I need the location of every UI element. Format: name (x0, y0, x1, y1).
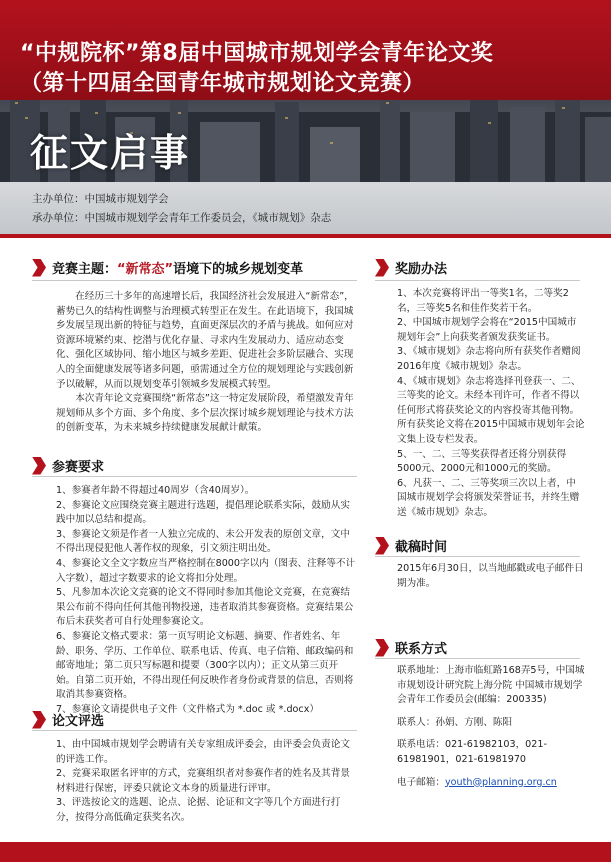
theme-paragraph: 本次青年论文竞赛围绕“新常态”这一特定发展阶段，希望激发青年规划师从多个方面、多个角度、多个层次探讨城乡规划理论与技术方法的创新变革，为未来城乡持续健康发展献计献策。 (56, 393, 354, 434)
section-marker-icon (32, 457, 46, 475)
list-item: 3、评选按论文的选题、论点、论据、论证和文字等几个方面进行打分，按得分高低确定获奖名次。 (56, 797, 341, 823)
host-unit: 主办单位：中国城市规划学会 (32, 193, 169, 205)
section-marker-icon (32, 259, 46, 277)
list-item: 3、参赛论文须是作者一人独立完成的、未公开发表的原创文章，文中不得出现侵犯他人著作权的现象，引文须注明出处。 (56, 528, 350, 555)
list-item: 5、一、二、三等奖获得者还将分别获得5000元、2000元和1000元的奖励。 (397, 448, 567, 475)
review-label: 论文评选 (52, 714, 105, 729)
contact-label: 联系方式 (395, 642, 448, 657)
email-link[interactable]: youth@planning.org.cn (444, 776, 557, 788)
list-item: 1、由中国城市规划学会聘请有关专家组成评委会，由评委会负责论文的评选工作。 (56, 739, 350, 765)
list-item: 6、凡获一、二、三等奖项三次以上者，中国城市规划学会将颁发荣誉证书，并终生赠送《城市规划》杂志。 (397, 477, 580, 518)
section-marker-icon (375, 259, 389, 277)
section-underline (375, 658, 580, 659)
section-underline (375, 280, 580, 281)
title-line-2: （第十四届全国青年城市规划论文竞赛） (20, 71, 426, 96)
organizer-unit: 承办单位：中国城市规划学会青年工作委员会，《城市规划》杂志 (32, 212, 332, 224)
theme-rest: 语境下的城乡规划变革 (173, 262, 304, 277)
list-item: 3、《城市规划》杂志将向所有获奖作者赠阅2016年度《城市规划》杂志。 (397, 346, 581, 372)
review-list (56, 738, 356, 826)
list-item: 6、参赛论文格式要求：第一页写明论文标题、摘要、作者姓名、年龄、职务、学历、工作单位、联系电话、传真、电子信箱、邮政编码和邮寄地址；第二页只写标题和提要（300字以内）；正文从第三页开始。自第二页开始，不得出现任何反映作者身份或背景的信息，否则将取消其参赛资格。 (56, 630, 354, 701)
review-heading (32, 710, 104, 729)
awards-label: 奖励办法 (395, 262, 448, 277)
theme-label: 竞赛主题： (52, 262, 118, 277)
contact-address: 联系地址：上海市临虹路168弄5号，中国城市规划设计研究院上海分院 中国城市规划学会青年工作委员会(邮编：200335) (397, 665, 585, 706)
list-item: 2、中国城市规划学会将在“2015中国城市规划年会”上向获奖者颁发获奖证书。 (397, 317, 577, 343)
list-item: 5、凡参加本次论文竞赛的论文不得同时参加其他论文竞赛，在竞赛结果公布前不得向任何其他刊物投递，违者取消其参赛资格。竞赛结果公布后未获奖者可自行处理参赛论文。 (56, 587, 354, 628)
contact-people: 联系人：孙娟、方刚、陈阳 (397, 716, 513, 728)
contact-phone: 联系电话：021-61982103，021-61981901，021-61981970 (397, 739, 547, 765)
list-item: 1、参赛者年龄不得超过40周岁（含40周岁）。 (56, 485, 255, 496)
section-underline (32, 476, 357, 477)
list-item: 1、本次竞赛将评出一等奖1名，二等奖2名，三等奖5名和佳作奖若干名。 (397, 288, 569, 314)
theme-paragraph: 在经历三十多年的高速增长后，我国经济社会发展进入“新常态”，蓄势已久的结构性调整与治理模式转型正在发生。在此语境下，我国城乡发展呈现出新的特征与趋势，直面更深层次的矛盾与挑战。如何应对资源环境紧约束、挖潜与优化存量、寻求内生发展动力、适应动态变化、强化区域协同、缩小地区与城乡差距、促进社会多阶层融合、实现人的全面健康发展等诸多问题，亟需通过全方位的规划理论与实践创新予以破解，从而以规划变革引领城乡发展模式转型。 (56, 291, 354, 390)
deadline-heading (375, 536, 447, 555)
list-item: 4、《城市规划》杂志将选择刊登获一、二、三等奖的论文。未经本刊许可，作者不得以任何形式将获奖论文的内容投寄其他刊物。所有获奖论文将在2015中国城市规划年会论文集上设专栏发表。 (397, 375, 585, 445)
list-item: 7、参赛论文请提供电子文件（文件格式为 *.doc 或 *.docx） (56, 703, 319, 715)
requirements-list (56, 484, 356, 718)
list-item: 2、竞赛采取匿名评审的方式，竞赛组织者对参赛作者的姓名及其背景材料进行保密，评委只就论文本身的质量进行评审。 (56, 768, 350, 794)
contact-heading (375, 638, 447, 657)
header-banner (0, 0, 611, 182)
organizer-strip (0, 182, 611, 234)
section-marker-icon (375, 639, 389, 657)
footer-red-band (0, 842, 611, 862)
awards-heading (375, 258, 447, 277)
email-label: 电子邮箱： (397, 776, 445, 788)
requirements-label: 参赛要求 (52, 460, 105, 475)
section-marker-icon (32, 711, 46, 729)
requirements-heading (32, 456, 104, 475)
section-marker-icon (375, 537, 389, 555)
deadline-label: 截稿时间 (395, 540, 448, 555)
banner-title: 征文启事 (30, 131, 191, 175)
list-item: 4、参赛论文全文字数应当严格控制在8000字以内（图表、注释等不计入字数），超过字数要求的论文将扣分处理。 (56, 557, 356, 584)
theme-heading (32, 258, 303, 277)
section-underline (375, 556, 580, 557)
awards-list (397, 287, 585, 521)
list-item: 2、参赛论文应围绕竞赛主题进行选题，提倡理论联系实际，鼓励从实践中加以总结和提高。 (56, 499, 350, 526)
theme-body (56, 290, 356, 436)
contact-email-row (397, 776, 585, 791)
contact-details (397, 664, 585, 790)
title-line-1: “中规院杯”第8届中国城市规划学会青年论文奖 (20, 41, 494, 66)
deadline-text: 2015年6月30日，以当地邮戳或电子邮件日期为准。 (397, 563, 584, 589)
divider-stripe (0, 234, 611, 238)
section-underline (32, 730, 357, 731)
theme-highlight: “新常态” (117, 262, 174, 277)
section-underline (32, 280, 357, 281)
